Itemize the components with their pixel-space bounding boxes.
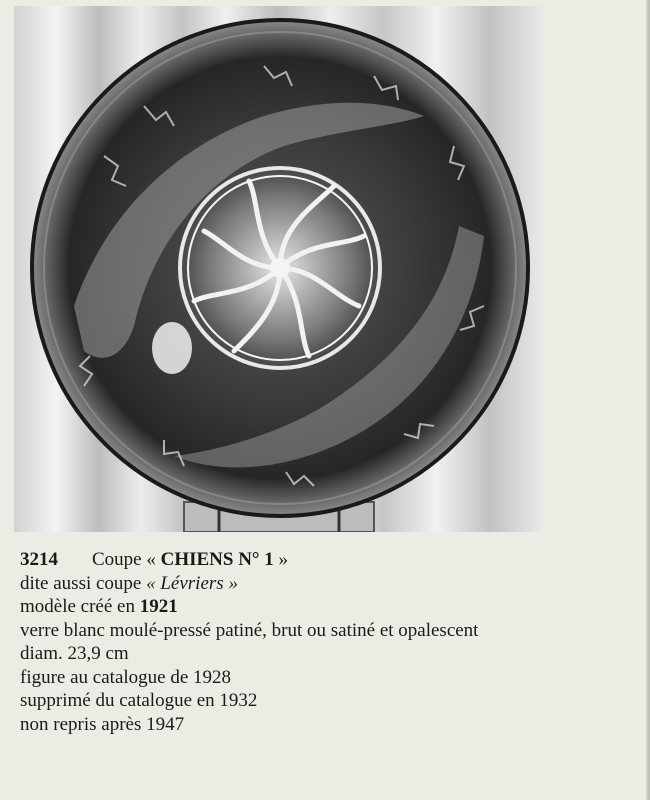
entry-title: CHIENS N° 1 xyxy=(160,549,274,570)
quote-open: « xyxy=(146,549,156,570)
quote-close: » xyxy=(278,549,289,570)
entry-material: verre blanc moulé-pressé patiné, brut ou satiné et opalescent xyxy=(20,619,479,641)
entry-not-resumed: non repris après 1947 xyxy=(20,713,185,735)
alias-name: Lévriers xyxy=(160,572,224,594)
entry-heading xyxy=(20,548,640,572)
alias-quote-close: » xyxy=(228,572,238,594)
catalogue-entry xyxy=(20,548,640,736)
entry-alias xyxy=(20,572,640,596)
bowl-photograph xyxy=(14,6,542,532)
entry-catalogue-in: figure au catalogue de 1928 xyxy=(20,666,232,688)
created-year: 1921 xyxy=(139,596,178,617)
entry-catalogue-removed: supprimé du catalogue en 1932 xyxy=(20,690,258,711)
alias-prefix: dite aussi coupe xyxy=(20,572,142,594)
alias-quote-open: « xyxy=(146,572,156,594)
entry-diameter: diam. 23,9 cm xyxy=(20,643,129,664)
entry-number: 3214 xyxy=(20,549,58,570)
entry-created xyxy=(20,595,640,619)
entry-type: Coupe xyxy=(92,549,142,570)
created-prefix: modèle créé en xyxy=(20,596,135,617)
page-edge xyxy=(646,0,650,800)
bowl-illustration xyxy=(14,6,542,532)
